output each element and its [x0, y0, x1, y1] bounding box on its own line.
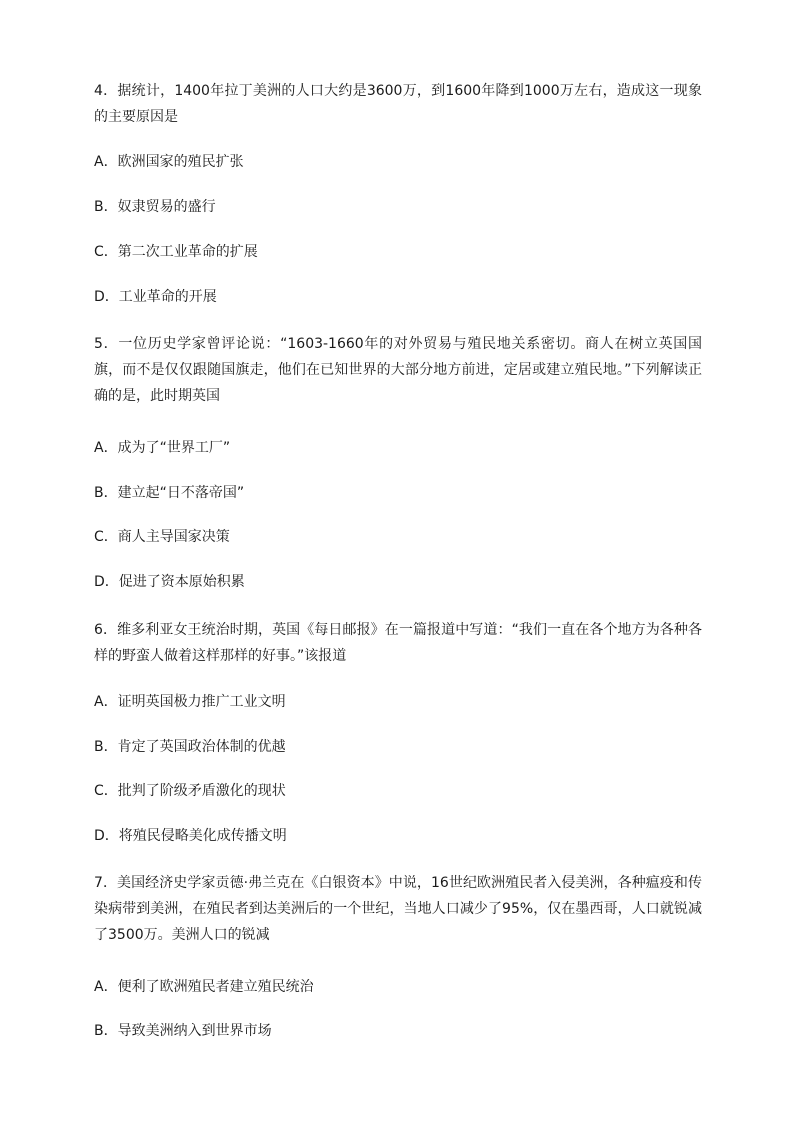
question-6-option-d: D．将殖民侵略美化成传播文明	[94, 828, 287, 844]
question-4-option-a: A．欧洲国家的殖民扩张	[94, 154, 244, 170]
question-7-option-b: B．导致美洲纳入到世界市场	[94, 1023, 272, 1039]
question-7-option-a: A．便利了欧洲殖民者建立殖民统治	[94, 979, 314, 995]
question-4-option-c: C．第二次工业革命的扩展	[94, 244, 258, 260]
question-4-option-d: D．工业革命的开展	[94, 289, 217, 305]
question-6-stem: 6．维多利亚女王统治时期，英国《每日邮报》在一篇报道中写道：“我们一直在各个地方为各种各样的野蛮人做着这样那样的好事。”该报道	[94, 622, 702, 664]
question-5-stem: 5．一位历史学家曾评论说：“1603-1660年的对外贸易与殖民地关系密切。商人在树立英国国旗，而不是仅仅跟随国旗走，他们在已知世界的大部分地方前进，定居或建立殖民地。”下列解读正确的是，此时期英国	[94, 336, 702, 404]
question-5-option-a: A．成为了“世界工厂”	[94, 440, 231, 456]
question-5-option-c: C．商人主导国家决策	[94, 529, 230, 545]
question-6-option-c: C．批判了阶级矛盾激化的现状	[94, 783, 286, 799]
question-4-stem: 4．据统计，1400年拉丁美洲的人口大约是3600万，到1600年降到1000万左右，造成这一现象的主要原因是	[94, 83, 702, 125]
question-6-option-b: B．肯定了英国政治体制的优越	[94, 739, 286, 755]
question-4-option-b: B．奴隶贸易的盛行	[94, 199, 216, 215]
question-5-option-d: D．促进了资本原始积累	[94, 574, 245, 590]
question-5-option-b: B．建立起“日不落帝国”	[94, 485, 245, 501]
question-6-option-a: A．证明英国极力推广工业文明	[94, 694, 286, 710]
question-7-stem: 7．美国经济史学家贡德·弗兰克在《白银资本》中说，16世纪欧洲殖民者入侵美洲，各种瘟疫和传染病带到美洲，在殖民者到达美洲后的一个世纪，当地人口减少了95%，仅在墨西哥，人口就锐减了3500万。美洲人口的锐减	[94, 875, 702, 943]
